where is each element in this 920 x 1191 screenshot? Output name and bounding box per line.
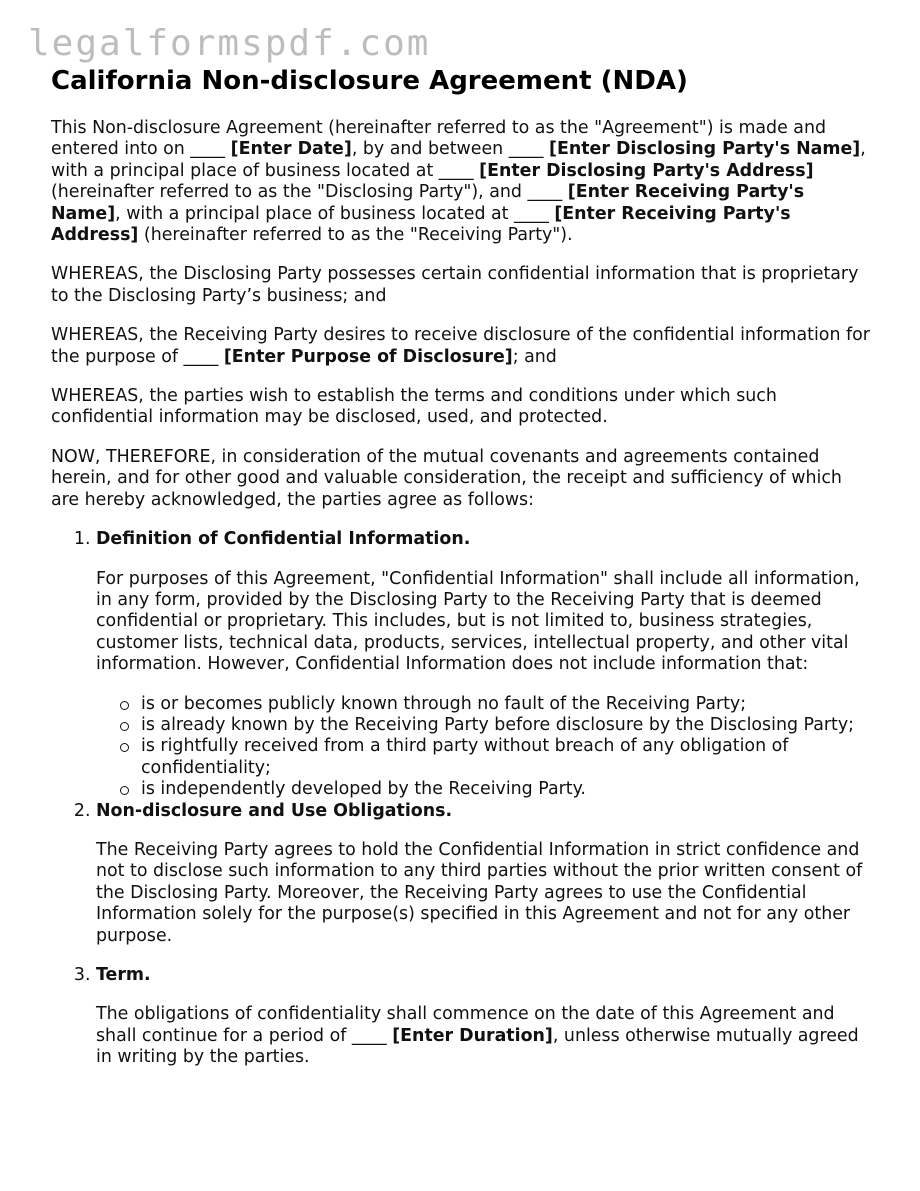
circle-bullet-icon <box>120 722 129 731</box>
purpose-field[interactable]: [Enter Purpose of Disclosure] <box>223 346 513 367</box>
list-item: is rightfully received from a third party without breach of any obligation of confidentiality; <box>141 736 873 779</box>
section-title: Definition of Confidential Information. <box>96 529 471 550</box>
section-title: Term. <box>96 965 151 985</box>
intro-paragraph: This Non-disclosure Agreement (hereinafter referred to as the "Agreement") is made and entered into on ____ [Enter Date], by and between ____ [Enter Disclosing Party's Name], with a principal place of business located at ____ [Enter Disclosing Party's Address] (hereinafter referred to as the "Disclosing Party"), and ____ [Enter Receiving Party's Name], with a principal place of business located at ____ [Enter Receiving Party's Address] (hereinafter referred to as the "Receiving Party"). <box>51 118 866 246</box>
now-therefore-paragraph: NOW, THEREFORE, in consideration of the mutual covenants and agreements contained herein, and for other good and valuable consideration, the receipt and sufficiency of which are hereby acknowledged, the parties agree as follows: <box>51 446 842 510</box>
circle-bullet-icon <box>120 786 129 795</box>
duration-field[interactable]: [Enter Duration] <box>392 1025 553 1046</box>
whereas-paragraph-1: WHEREAS, the Disclosing Party possesses certain confidential information that is proprietary to the Disclosing Party’s business; and <box>51 264 859 306</box>
section-item <box>96 965 873 1069</box>
section-item <box>96 801 873 947</box>
date-field[interactable]: [Enter Date] <box>230 139 352 160</box>
disclosing-party-name-field[interactable]: [Enter Disclosing Party's Name] <box>549 139 861 160</box>
document-title: California Non-disclosure Agreement (NDA) <box>51 66 688 96</box>
section-item <box>96 529 873 800</box>
section-body: For purposes of this Agreement, "Confidential Information" shall include all information, in any form, provided by the Disclosing Party to the Receiving Party that is deemed confidential or proprietary. This includes, but is not limited to, business strategies, customer lists, technical data, products, services, intellectual property, and other vital information. However, Confidential Information does not include information that: <box>96 568 860 675</box>
list-item: is or becomes publicly known through no fault of the Receiving Party; <box>141 694 873 715</box>
circle-bullet-icon <box>120 743 129 752</box>
exclusions-list <box>96 694 873 801</box>
list-item: is already known by the Receiving Party before disclosure by the Disclosing Party; <box>141 715 873 736</box>
receiving-party-address-field[interactable]: [Enter Receiving Party's Address] <box>51 203 791 246</box>
disclosing-party-address-field[interactable]: [Enter Disclosing Party's Address] <box>479 160 814 181</box>
document-page <box>51 64 873 1069</box>
list-item: is independently developed by the Receiving Party. <box>141 779 873 800</box>
circle-bullet-icon <box>120 701 129 710</box>
site-watermark: legalformspdf.com <box>28 23 431 64</box>
sections-list <box>51 529 873 1069</box>
section-title: Non-disclosure and Use Obligations. <box>96 800 453 821</box>
section-body: The obligations of confidentiality shall commence on the date of this Agreement and shall continue for a period of ____ [Enter Duration], unless otherwise mutually agreed in writing by the parties. <box>96 1004 859 1068</box>
receiving-party-name-field[interactable]: [Enter Receiving Party's Name] <box>51 182 805 224</box>
section-body: The Receiving Party agrees to hold the Confidential Information in strict confidence and not to disclose such information to any third parties without the prior written consent of the Disclosing Party. Moreover, the Receiving Party agrees to use the Confidential Information solely for the purpose(s) specified in this Agreement and not for any other purpose. <box>96 839 863 946</box>
whereas-paragraph-3: WHEREAS, the parties wish to establish the terms and conditions under which such confidential information may be disclosed, used, and protected. <box>51 386 777 428</box>
whereas-paragraph-2: WHEREAS, the Receiving Party desires to receive disclosure of the confidential information for the purpose of ____ [Enter Purpose of Disclosure]; and <box>51 325 870 367</box>
